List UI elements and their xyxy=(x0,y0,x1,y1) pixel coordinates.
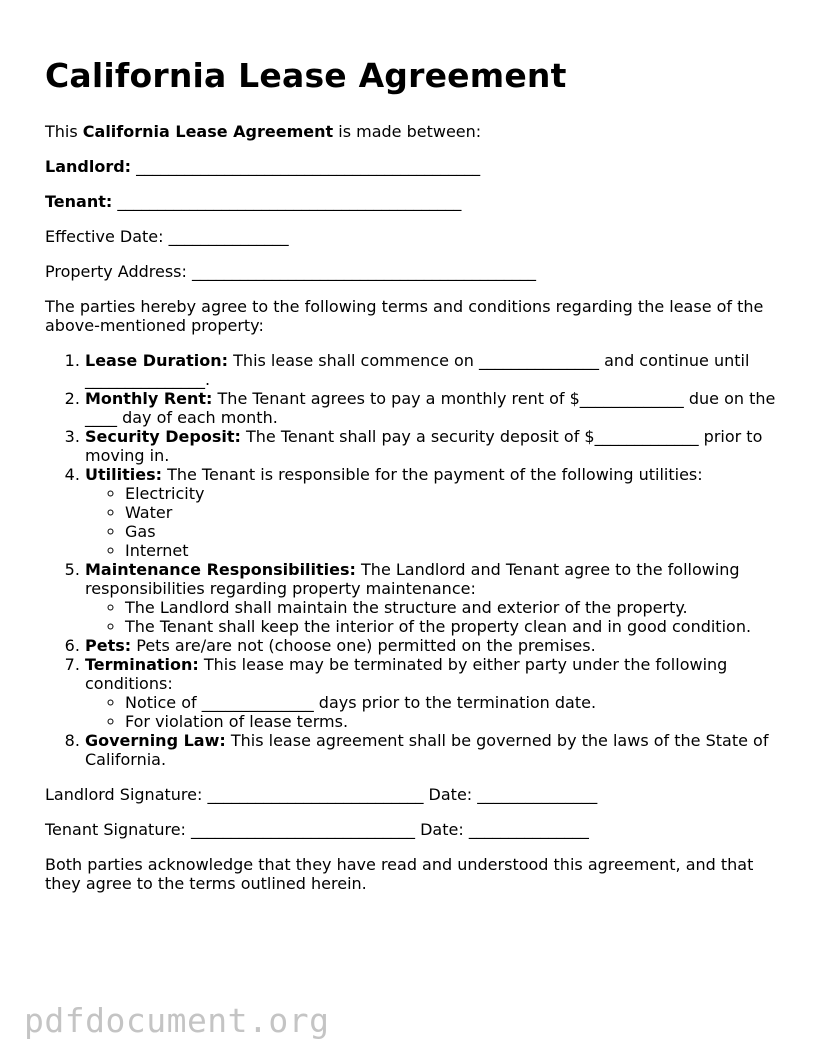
term-maintenance xyxy=(85,560,777,636)
tenant-line xyxy=(45,192,777,211)
maintenance-list xyxy=(85,598,777,636)
terms-list xyxy=(45,351,777,769)
term-pets xyxy=(85,636,777,655)
term-governing-law xyxy=(85,731,777,769)
term-security-deposit xyxy=(85,427,777,465)
term-text: This lease agreement shall be governed by the laws of the State of California. xyxy=(85,731,769,769)
term-text: Pets are/are not (choose one) permitted on the premises. xyxy=(131,636,596,655)
term-text: This lease shall commence on _______________ and continue until _______________. xyxy=(85,351,750,389)
document-title: California Lease Agreement xyxy=(45,56,567,95)
term-heading: Security Deposit: xyxy=(85,427,241,446)
term-heading: Governing Law: xyxy=(85,731,226,750)
preamble-paragraph: The parties hereby agree to the following terms and conditions regarding the lease of the above-mentioned property: xyxy=(45,297,764,335)
utilities-list xyxy=(85,484,777,560)
term-termination xyxy=(85,655,777,731)
list-item: ◦ Gas xyxy=(125,522,777,541)
term-text: This lease may be terminated by either party under the following conditions: xyxy=(85,655,728,693)
term-text: The Tenant shall pay a security deposit of $_____________ prior to moving in. xyxy=(85,427,763,465)
landlord-label: Landlord: xyxy=(45,157,132,176)
term-heading: Termination: xyxy=(85,655,199,674)
list-item: ◦ The Landlord shall maintain the structure and exterior of the property. xyxy=(125,598,777,617)
intro-suffix: is made between: xyxy=(333,122,482,141)
intro-bold-title: California Lease Agreement xyxy=(82,122,334,141)
term-text: The Tenant agrees to pay a monthly rent of $_____________ due on the ____ day of each month. xyxy=(85,389,776,427)
term-lease-duration xyxy=(85,351,777,389)
tenant-blank: ___________________________________________ xyxy=(112,192,462,211)
term-heading: Utilities: xyxy=(85,465,162,484)
term-heading: Lease Duration: xyxy=(85,351,229,370)
intro-prefix: This xyxy=(45,122,83,141)
term-heading: Pets: xyxy=(85,636,132,655)
list-item: ◦ The Tenant shall keep the interior of the property clean and in good condition. xyxy=(125,617,777,636)
list-item: ◦ Notice of ______________ days prior to the termination date. xyxy=(125,693,777,712)
list-item: ◦ Water xyxy=(125,503,777,522)
list-item: ◦ Internet xyxy=(125,541,777,560)
term-heading: Monthly Rent: xyxy=(85,389,213,408)
term-heading: Maintenance Responsibilities: xyxy=(85,560,356,579)
list-item: ◦ For violation of lease terms. xyxy=(125,712,777,731)
tenant-label: Tenant: xyxy=(45,192,113,211)
document-page xyxy=(45,56,777,909)
list-item: ◦ Electricity xyxy=(125,484,777,503)
termination-list xyxy=(85,693,777,731)
intro-paragraph xyxy=(45,122,777,141)
effective-date-line: Effective Date: _______________ xyxy=(45,227,289,246)
acknowledgement-paragraph: Both parties acknowledge that they have read and understood this agreement, and that they agree to the terms outlined herein. xyxy=(45,855,754,893)
term-utilities xyxy=(85,465,777,560)
landlord-signature-line: Landlord Signature: ___________________________ Date: _______________ xyxy=(45,785,598,804)
term-monthly-rent xyxy=(85,389,777,427)
tenant-signature-line: Tenant Signature: ____________________________ Date: _______________ xyxy=(45,820,589,839)
term-text: The Landlord and Tenant agree to the following responsibilities regarding property maintenance: xyxy=(85,560,740,598)
watermark: pdfdocument.org xyxy=(24,1001,330,1040)
landlord-line xyxy=(45,157,777,176)
landlord-blank: ___________________________________________ xyxy=(131,157,481,176)
property-address-line: Property Address: ___________________________________________ xyxy=(45,262,536,281)
term-text: The Tenant is responsible for the payment of the following utilities: xyxy=(162,465,703,484)
